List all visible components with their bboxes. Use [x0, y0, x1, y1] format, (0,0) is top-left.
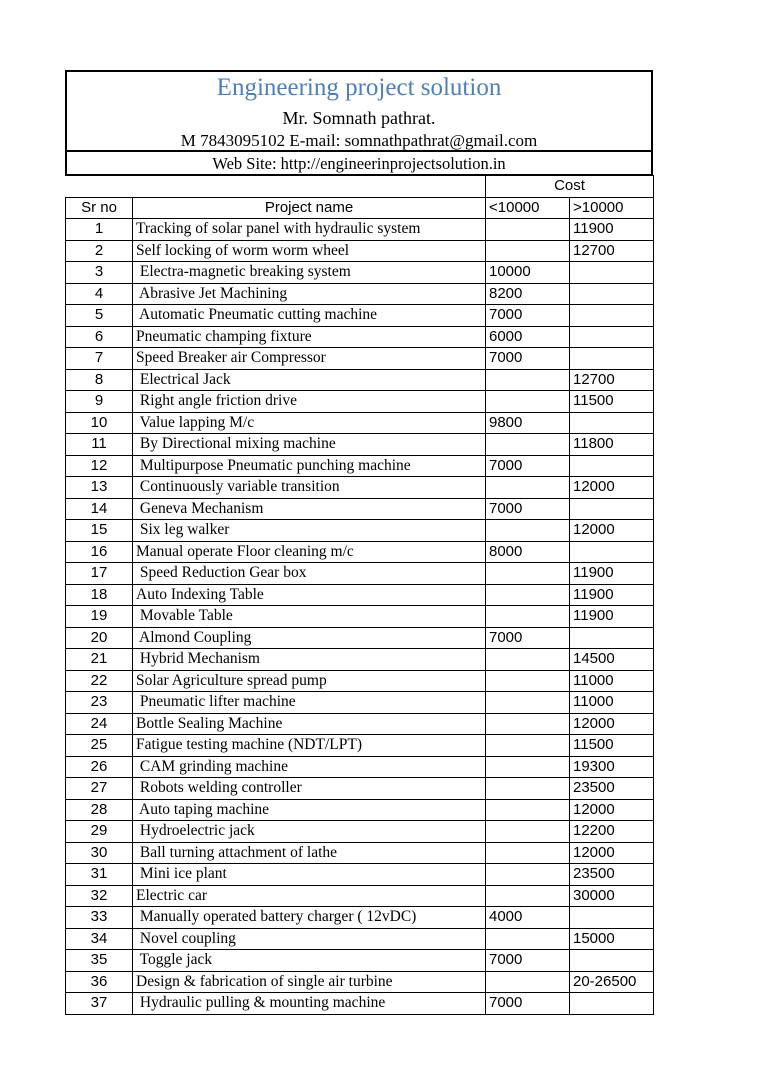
sr-no-cell: 27 — [66, 778, 133, 800]
sr-no-cell: 2 — [66, 240, 133, 262]
project-name-cell: Electric car — [133, 885, 486, 907]
table-row — [66, 541, 654, 563]
cost-above-10000-cell: 12000 — [570, 842, 654, 864]
project-name-cell: Abrasive Jet Machining — [133, 283, 486, 305]
sr-no-cell: 6 — [66, 326, 133, 348]
cost-above-10000-cell: 12700 — [570, 369, 654, 391]
cost-below-10000-cell — [486, 799, 570, 821]
project-name-cell: Novel coupling — [133, 928, 486, 950]
cost-above-10000-cell: 12000 — [570, 799, 654, 821]
table-row — [66, 584, 654, 606]
table-row — [66, 477, 654, 499]
cost-above-10000-cell: 23500 — [570, 778, 654, 800]
cost-below-10000-cell: 7000 — [486, 950, 570, 972]
sr-no-cell: 26 — [66, 756, 133, 778]
cost-below-10000-cell — [486, 563, 570, 585]
project-name-cell: Value lapping M/c — [133, 412, 486, 434]
cost-below-10000-cell — [486, 821, 570, 843]
contact-phone-email: M 7843095102 E-mail: somnathpathrat@gmail.com — [180, 131, 538, 150]
table-row — [66, 799, 654, 821]
table-row — [66, 348, 654, 370]
cost-above-10000-cell — [570, 262, 654, 284]
cost-below-10000-cell: 7000 — [486, 993, 570, 1015]
sr-no-cell: 32 — [66, 885, 133, 907]
cost-above-10000-cell: 12000 — [570, 477, 654, 499]
project-name-cell: Six leg walker — [133, 520, 486, 542]
cost-above-10000-cell: 12700 — [570, 240, 654, 262]
sr-no-cell: 1 — [66, 219, 133, 241]
cost-below-10000-cell: 7000 — [486, 305, 570, 327]
project-name-cell: Fatigue testing machine (NDT/LPT) — [133, 735, 486, 757]
project-name-cell: Toggle jack — [133, 950, 486, 972]
project-name-cell: Continuously variable transition — [133, 477, 486, 499]
table-row — [66, 778, 654, 800]
cost-above-10000-cell: 15000 — [570, 928, 654, 950]
sr-no-cell: 5 — [66, 305, 133, 327]
sr-no-cell: 8 — [66, 369, 133, 391]
cost-below-10000-cell — [486, 434, 570, 456]
cost-below-10000-cell: 7000 — [486, 498, 570, 520]
project-name-cell: Bottle Sealing Machine — [133, 713, 486, 735]
table-row — [66, 369, 654, 391]
sr-no-cell: 20 — [66, 627, 133, 649]
sr-no-cell: 37 — [66, 993, 133, 1015]
cost-group-header: Cost — [486, 176, 654, 198]
table-row — [66, 649, 654, 671]
cost-above-10000-cell: 12200 — [570, 821, 654, 843]
project-name-cell: Movable Table — [133, 606, 486, 628]
cost-below-10000-cell — [486, 692, 570, 714]
table-row — [66, 305, 654, 327]
column-header-project-name: Project name — [133, 197, 486, 219]
project-name-cell: Design & fabrication of single air turbine — [133, 971, 486, 993]
cost-below-10000-cell — [486, 520, 570, 542]
cost-below-10000-cell: 10000 — [486, 262, 570, 284]
cost-above-10000-cell: 11500 — [570, 391, 654, 413]
sr-no-cell: 21 — [66, 649, 133, 671]
table-row — [66, 455, 654, 477]
sr-no-cell: 22 — [66, 670, 133, 692]
cost-below-10000-cell — [486, 670, 570, 692]
sr-no-cell: 17 — [66, 563, 133, 585]
cost-below-10000-cell: 8000 — [486, 541, 570, 563]
table-row — [66, 262, 654, 284]
project-name-cell: Geneva Mechanism — [133, 498, 486, 520]
project-name-cell: CAM grinding machine — [133, 756, 486, 778]
cost-below-10000-cell: 6000 — [486, 326, 570, 348]
project-name-cell: Pneumatic champing fixture — [133, 326, 486, 348]
project-name-cell: Hybrid Mechanism — [133, 649, 486, 671]
cost-below-10000-cell — [486, 240, 570, 262]
table-row — [66, 498, 654, 520]
cost-above-10000-cell — [570, 541, 654, 563]
project-name-cell: Speed Reduction Gear box — [133, 563, 486, 585]
cost-below-10000-cell — [486, 735, 570, 757]
column-header-cost-above-10000: >10000 — [570, 197, 654, 219]
cost-above-10000-cell: 12000 — [570, 520, 654, 542]
table-row — [66, 283, 654, 305]
sr-no-cell: 29 — [66, 821, 133, 843]
table-row — [66, 391, 654, 413]
sr-no-cell: 31 — [66, 864, 133, 886]
cost-below-10000-cell: 7000 — [486, 348, 570, 370]
cost-above-10000-cell: 11000 — [570, 692, 654, 714]
table-row — [66, 864, 654, 886]
column-header-sr-no: Sr no — [66, 197, 133, 219]
cost-above-10000-cell: 14500 — [570, 649, 654, 671]
sr-no-cell: 28 — [66, 799, 133, 821]
table-row — [66, 326, 654, 348]
header-divider — [67, 150, 651, 152]
sr-no-cell: 13 — [66, 477, 133, 499]
cost-above-10000-cell: 20-26500 — [570, 971, 654, 993]
cost-below-10000-cell — [486, 477, 570, 499]
table-row — [66, 735, 654, 757]
project-name-cell: Automatic Pneumatic cutting machine — [133, 305, 486, 327]
project-name-cell: Ball turning attachment of lathe — [133, 842, 486, 864]
cost-above-10000-cell — [570, 627, 654, 649]
cost-above-10000-cell: 19300 — [570, 756, 654, 778]
cost-above-10000-cell: 11800 — [570, 434, 654, 456]
cost-above-10000-cell: 11900 — [570, 584, 654, 606]
cost-below-10000-cell — [486, 778, 570, 800]
table-row — [66, 412, 654, 434]
cost-below-10000-cell — [486, 756, 570, 778]
cost-below-10000-cell — [486, 391, 570, 413]
cost-below-10000-cell — [486, 842, 570, 864]
project-name-cell: Almond Coupling — [133, 627, 486, 649]
cost-below-10000-cell — [486, 713, 570, 735]
sr-no-cell: 4 — [66, 283, 133, 305]
project-price-table — [65, 175, 654, 1015]
cost-above-10000-cell: 11900 — [570, 219, 654, 241]
project-name-cell: Mini ice plant — [133, 864, 486, 886]
sr-no-cell: 14 — [66, 498, 133, 520]
contact-header-box — [65, 70, 653, 176]
sr-no-cell: 19 — [66, 606, 133, 628]
sr-no-cell: 11 — [66, 434, 133, 456]
sr-no-cell: 25 — [66, 735, 133, 757]
sr-no-cell: 10 — [66, 412, 133, 434]
project-name-cell: Hydraulic pulling & mounting machine — [133, 993, 486, 1015]
project-name-cell: Robots welding controller — [133, 778, 486, 800]
cost-below-10000-cell: 4000 — [486, 907, 570, 929]
table-row — [66, 692, 654, 714]
table-row — [66, 563, 654, 585]
column-header-row — [66, 197, 654, 219]
table-row — [66, 670, 654, 692]
cost-above-10000-cell: 11900 — [570, 606, 654, 628]
cost-below-10000-cell — [486, 219, 570, 241]
project-name-cell: Tracking of solar panel with hydraulic system — [133, 219, 486, 241]
sr-no-cell: 30 — [66, 842, 133, 864]
cost-above-10000-cell: 30000 — [570, 885, 654, 907]
project-name-cell: Pneumatic lifter machine — [133, 692, 486, 714]
cost-above-10000-cell — [570, 305, 654, 327]
project-name-cell: By Directional mixing machine — [133, 434, 486, 456]
cost-below-10000-cell — [486, 864, 570, 886]
table-row — [66, 219, 654, 241]
cost-above-10000-cell — [570, 498, 654, 520]
table-row — [66, 950, 654, 972]
table-row — [66, 971, 654, 993]
project-name-cell: Auto taping machine — [133, 799, 486, 821]
cost-below-10000-cell — [486, 606, 570, 628]
sr-no-cell: 15 — [66, 520, 133, 542]
cost-above-10000-cell — [570, 348, 654, 370]
cost-above-10000-cell — [570, 326, 654, 348]
sr-no-cell: 7 — [66, 348, 133, 370]
cost-above-10000-cell — [570, 907, 654, 929]
table-row — [66, 993, 654, 1015]
table-row — [66, 713, 654, 735]
sr-no-cell: 35 — [66, 950, 133, 972]
table-row — [66, 520, 654, 542]
cost-above-10000-cell — [570, 283, 654, 305]
contact-name: Mr. Somnath pathrat. — [282, 108, 436, 128]
sr-no-cell: 23 — [66, 692, 133, 714]
table-row — [66, 627, 654, 649]
project-name-cell: Manually operated battery charger ( 12vDC) — [133, 907, 486, 929]
cost-below-10000-cell — [486, 584, 570, 606]
project-name-cell: Solar Agriculture spread pump — [133, 670, 486, 692]
table-row — [66, 434, 654, 456]
sr-no-cell: 24 — [66, 713, 133, 735]
project-name-cell: Multipurpose Pneumatic punching machine — [133, 455, 486, 477]
cost-above-10000-cell: 12000 — [570, 713, 654, 735]
table-row — [66, 842, 654, 864]
cost-above-10000-cell: 23500 — [570, 864, 654, 886]
project-name-cell: Right angle friction drive — [133, 391, 486, 413]
cost-above-10000-cell: 11500 — [570, 735, 654, 757]
project-name-cell: Self locking of worm worm wheel — [133, 240, 486, 262]
sr-no-cell: 36 — [66, 971, 133, 993]
sr-no-cell: 12 — [66, 455, 133, 477]
cost-above-10000-cell — [570, 993, 654, 1015]
cost-above-10000-cell — [570, 455, 654, 477]
sr-no-cell: 18 — [66, 584, 133, 606]
sr-no-cell: 9 — [66, 391, 133, 413]
project-name-cell: Auto Indexing Table — [133, 584, 486, 606]
project-name-cell: Electra-magnetic breaking system — [133, 262, 486, 284]
cost-above-10000-cell — [570, 412, 654, 434]
cost-above-10000-cell — [570, 950, 654, 972]
project-name-cell: Speed Breaker air Compressor — [133, 348, 486, 370]
cost-above-10000-cell: 11900 — [570, 563, 654, 585]
cost-below-10000-cell — [486, 971, 570, 993]
contact-website: Web Site: http://engineerinprojectsolution.in — [212, 154, 506, 173]
page-title: Engineering project solution — [216, 74, 502, 101]
cost-below-10000-cell — [486, 649, 570, 671]
cost-below-10000-cell — [486, 885, 570, 907]
cost-below-10000-cell: 7000 — [486, 455, 570, 477]
project-name-cell: Hydroelectric jack — [133, 821, 486, 843]
table-row — [66, 885, 654, 907]
cost-below-10000-cell — [486, 928, 570, 950]
sr-no-cell: 3 — [66, 262, 133, 284]
cost-below-10000-cell: 8200 — [486, 283, 570, 305]
project-name-cell: Electrical Jack — [133, 369, 486, 391]
empty-header-cell — [66, 176, 486, 198]
cost-above-10000-cell: 11000 — [570, 670, 654, 692]
table-row — [66, 606, 654, 628]
cost-below-10000-cell — [486, 369, 570, 391]
project-name-cell: Manual operate Floor cleaning m/c — [133, 541, 486, 563]
sr-no-cell: 34 — [66, 928, 133, 950]
table-row — [66, 907, 654, 929]
table-row — [66, 821, 654, 843]
sr-no-cell: 16 — [66, 541, 133, 563]
table-row — [66, 928, 654, 950]
cost-group-header-row — [66, 176, 654, 198]
column-header-cost-below-10000: <10000 — [486, 197, 570, 219]
sr-no-cell: 33 — [66, 907, 133, 929]
table-row — [66, 756, 654, 778]
cost-below-10000-cell: 9800 — [486, 412, 570, 434]
table-row — [66, 240, 654, 262]
cost-below-10000-cell: 7000 — [486, 627, 570, 649]
